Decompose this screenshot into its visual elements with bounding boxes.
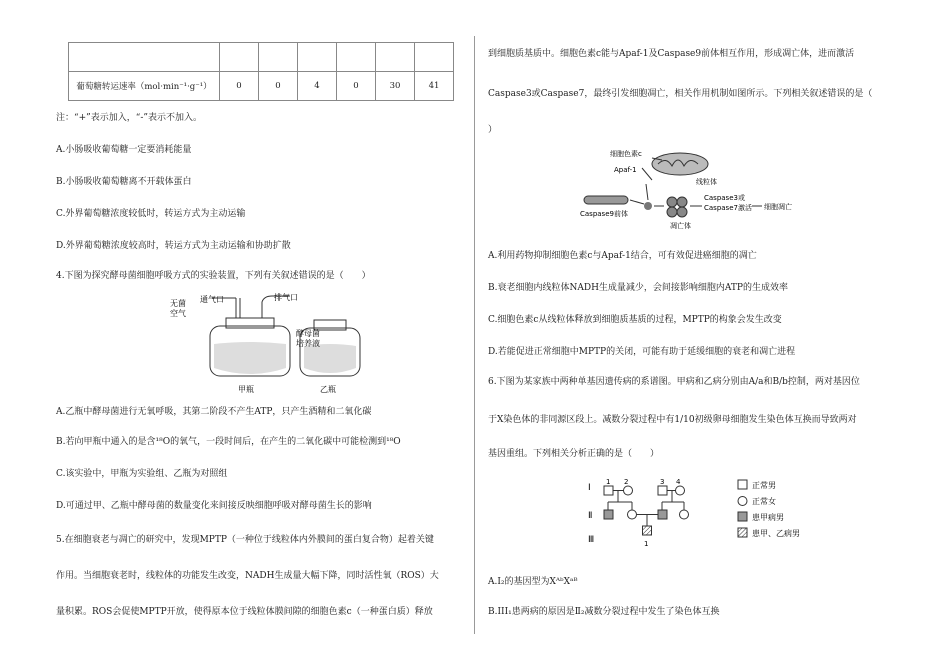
row-label: 葡萄糖转运速率（mol·min⁻¹·g⁻¹）: [69, 72, 220, 101]
pedigree-female-normal: [680, 510, 689, 519]
legend-normal-female: 正常女: [752, 497, 776, 506]
culture-liquid-b: [304, 344, 356, 373]
q5-option-c: C.细胞色素c从线粒体释放到细胞质基质的过程，MPTP的构象会发生改变: [488, 315, 782, 325]
q5-option-a: A.利用药物抑制细胞色素c与Apaf-1结合，可有效促进癌细胞的凋亡: [488, 251, 757, 261]
generation-3-label: Ⅲ: [588, 535, 595, 545]
q4-option-b: B.若向甲瓶中通入的是含¹⁸O的氧气，一段时间后，在产生的二氧化碳中可能检测到¹⁸O: [56, 437, 401, 447]
table-note: 注：“+”表示加入，“-”表示不加入。: [56, 113, 202, 123]
pedigree-male-normal: [658, 486, 667, 495]
svg-text:3: 3: [660, 478, 665, 486]
pedigree-female-normal: [624, 486, 633, 495]
q4-option-d: D.可通过甲、乙瓶中酵母菌的数量变化来间接反映细胞呼吸对酵母菌生长的影响: [56, 501, 372, 511]
apaf-label: Apaf-1: [614, 166, 637, 174]
svg-text:Caspase7激活: Caspase7激活: [704, 204, 752, 212]
sterile-air-label: 无菌: [170, 299, 186, 308]
yeast-apparatus-figure: [168, 288, 368, 398]
table-cell: 41: [415, 72, 454, 101]
q4-option-c: C.该实验中，甲瓶为实验组、乙瓶为对照组: [56, 469, 228, 479]
q5-option-d: D.若能促进正常细胞中MPTP的关闭，可能有助于延缓细胞的衰老和凋亡进程: [488, 347, 796, 357]
table-cell: 0: [259, 72, 298, 101]
q3-option-b: B.小肠吸收葡萄糖离不开载体蛋白: [56, 177, 192, 187]
glucose-table: [68, 42, 454, 101]
pedigree-male-affected-a: [604, 510, 613, 519]
inlet-label: 通气口: [200, 295, 224, 304]
pedigree-female-normal: [676, 486, 685, 495]
q3-option-c: C.外界葡萄糖浓度较低时，转运方式为主动运输: [56, 209, 246, 219]
pedigree-male-affected-a: [658, 510, 667, 519]
q5-continued-line: 到细胞质基质中。细胞色素c能与Apaf-1及Caspase9前体相互作用，形成凋亡体，进而激活: [488, 49, 855, 59]
apoptosome-core: [644, 202, 652, 210]
q6-stem-line: 基因重组。下列相关分析正确的是（ ）: [488, 449, 660, 459]
q3-option-a: A.小肠吸收葡萄糖一定要消耗能量: [56, 145, 192, 155]
generation-1-label: Ⅰ: [588, 483, 591, 493]
legend-a-male-icon: [738, 512, 747, 521]
legend-normal-female-icon: [738, 497, 747, 506]
svg-text:1: 1: [606, 478, 611, 486]
pedigree-figure: [588, 474, 848, 568]
apoptosome-label: 凋亡体: [670, 222, 691, 230]
q6-option-b: B.III₁患两病的原因是Ⅱ₂减数分裂过程中发生了染色体互换: [488, 607, 720, 617]
mitochondrion: [652, 153, 708, 175]
svg-text:培养液: 培养液: [296, 339, 320, 348]
table-row: [69, 72, 454, 101]
cyt-c-label: 细胞色素c: [610, 150, 642, 158]
q5-stem-line: 作用。当细胞衰老时，线粒体的功能发生改变，NADH生成量大幅下降，同时活性氧（ROS）大: [56, 571, 439, 581]
legend-a-male: 患甲病男: [752, 513, 784, 522]
table-cell: 0: [220, 72, 259, 101]
svg-text:2: 2: [624, 478, 629, 486]
pedigree-female-normal: [628, 510, 637, 519]
svg-text:4: 4: [676, 478, 681, 486]
mito-label: 线粒体: [696, 178, 717, 186]
column-divider: [474, 36, 475, 634]
pedigree-male-affected-ab: [643, 526, 652, 535]
bottle-b-label: 乙瓶: [320, 385, 336, 394]
legend-normal-male-icon: [738, 480, 747, 489]
q5-option-b: B.衰老细胞内线粒体NADH生成量减少，会间接影响细胞内ATP的生成效率: [488, 283, 788, 293]
q4-option-a: A.乙瓶中酵母菌进行无氧呼吸，其第二阶段不产生ATP，只产生酒精和二氧化碳: [56, 407, 372, 417]
outlet-label: 排气口: [274, 293, 298, 302]
caspase37-label: Caspase3或: [704, 194, 745, 202]
bottle-a-label: 甲瓶: [238, 385, 254, 394]
q3-option-d: D.外界葡萄糖浓度较高时，转运方式为主动运输和协助扩散: [56, 241, 291, 251]
legend-normal-male: 正常男: [752, 481, 776, 490]
legend-ab-male: 患甲、乙病男: [752, 529, 800, 538]
q5-continued-line: ）: [488, 125, 498, 135]
q6-option-a: A.I₂的基因型为XᴬᵇXᵃᴮ: [488, 577, 578, 587]
q6-stem-line: 6.下图为某家族中两种单基因遗传病的系谱图。甲病和乙病分别由A/a和B/b控制，两对基因位: [488, 377, 860, 387]
culture-liquid-a: [214, 342, 286, 374]
q4-stem: 4.下图为探究酵母菌细胞呼吸方式的实验装置，下列有关叙述错误的是（ ）: [56, 271, 371, 281]
table-cell: 4: [298, 72, 337, 101]
generation-2-label: Ⅱ: [588, 511, 593, 521]
q5-stem-line: 量积累。ROS会促使MPTP开放，使得原本位于线粒体膜间隙的细胞色素c（一种蛋白质）释放: [56, 607, 433, 617]
cell-death-label: 细胞凋亡: [764, 203, 792, 211]
table-cell: 0: [337, 72, 376, 101]
q5-continued-line: Caspase3或Caspase7，最终引发细胞凋亡，相关作用机制如图所示。下列相关叙述错误的是（: [488, 89, 873, 99]
svg-text:空气: 空气: [170, 309, 186, 318]
pedigree-male-normal: [604, 486, 613, 495]
caspase9-precursor: [584, 196, 628, 204]
svg-text:1: 1: [644, 540, 649, 548]
legend-ab-male-icon: [738, 528, 747, 537]
table-cell: 30: [376, 72, 415, 101]
table-row: [69, 43, 454, 72]
yeast-label: 酵母菌: [296, 329, 320, 338]
q6-stem-line: 于X染色体的非同源区段上。减数分裂过程中有1/10初级卵母细胞发生染色体互换而导致两对: [488, 415, 857, 425]
q5-stem-line: 5.在细胞衰老与凋亡的研究中，发现MPTP（一种位于线粒体内外膜间的蛋白复合物）起着关键: [56, 535, 434, 545]
apoptosis-mechanism-figure: [580, 144, 810, 232]
caspase9-label: Caspase9前体: [580, 210, 628, 218]
